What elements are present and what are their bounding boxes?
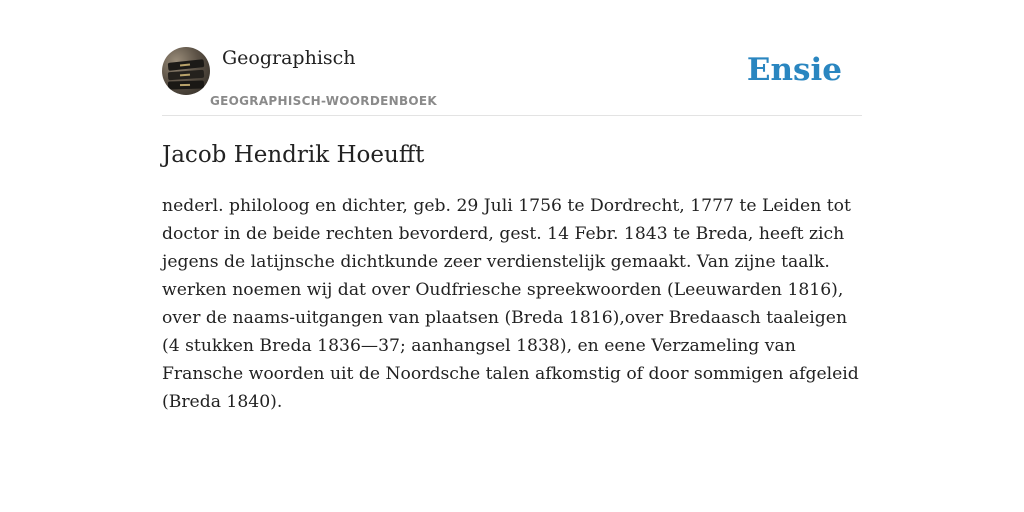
source-name-link[interactable]: Geographisch	[222, 47, 356, 69]
source-header	[162, 40, 862, 116]
ensie-logo-link[interactable]: Ensie	[746, 52, 842, 88]
gilt-band-icon	[180, 84, 190, 86]
article-body: nederl. philoloog en dichter, geb. 29 Juli 1756 te Dordrecht, 1777 te Leiden tot doctor in de beide rechten bevorderd, gest. 14 Febr. 1843 te Breda, heeft zich jegens de latijnsche dichtkunde zeer verdienstelijk gemaakt. Van zijne taalk. werken noemen wij dat over Oudfriesche spreekwoorden (Leeuwarden 1816), over de naams-uitgangen van plaatsen (Breda 1816),over Bredaasch taaleigen (4 stukken Breda 1836—37; aanhangsel 1838), en eene Verzameling van Fransche woorden uit de Noordsche talen afkomstig of door sommigen afgeleid (Breda 1840).	[162, 196, 859, 412]
source-slug-link[interactable]: GEOGRAPHISCH-WOORDENBOEK	[210, 94, 437, 108]
source-avatar[interactable]	[162, 47, 210, 95]
article-title: Jacob Hendrik Hoeufft	[162, 142, 425, 168]
